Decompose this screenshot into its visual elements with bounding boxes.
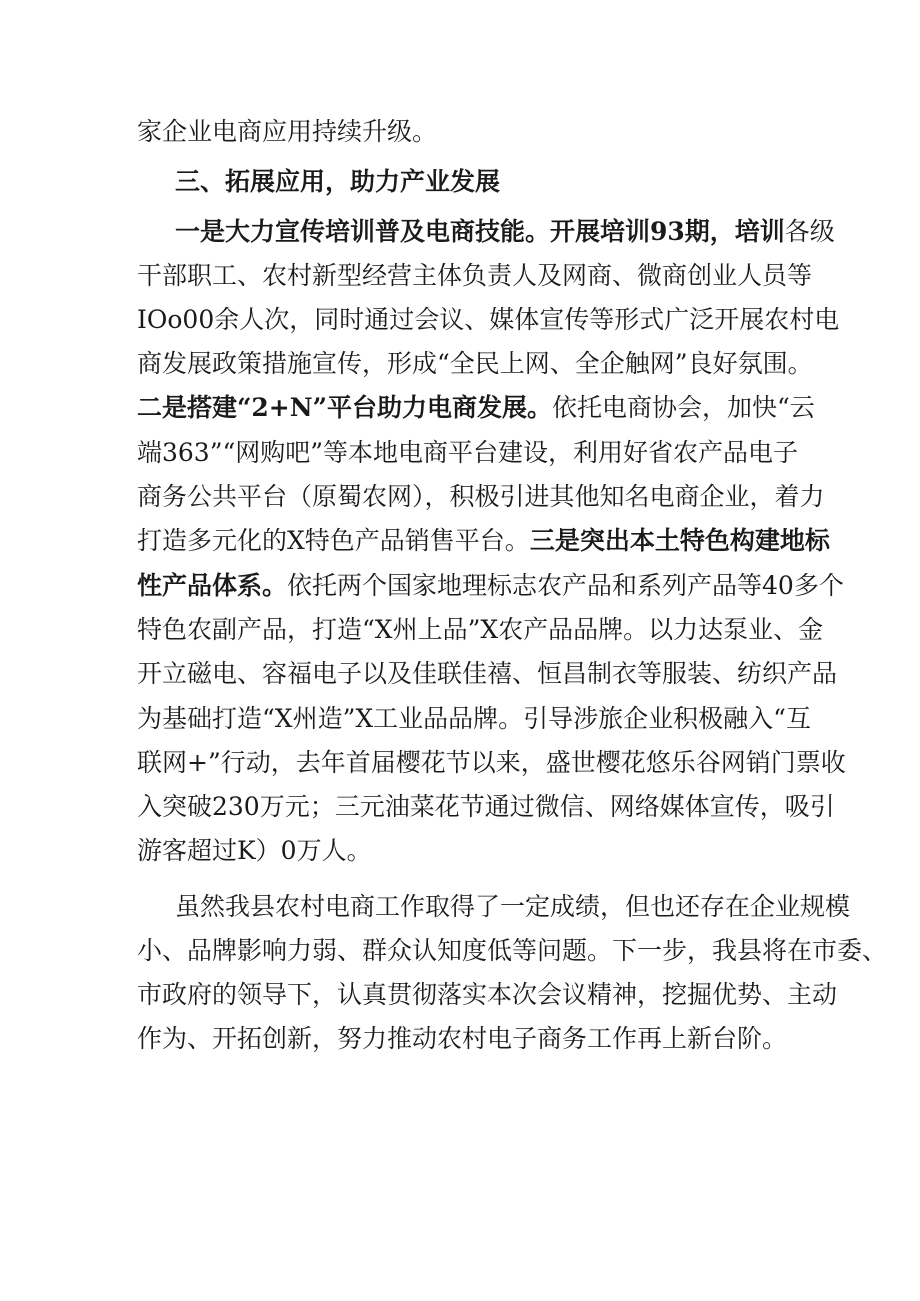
text-line (137, 300, 840, 340)
bold-text-run: 二是搭建“2+N”平台助力电商发展。 (137, 393, 552, 422)
text-line (137, 610, 824, 650)
text-line (137, 743, 846, 783)
text-run: 虽然我县农村电商工作取得了一定成绩，但也还存在企业规模 (175, 892, 851, 921)
bold-text-run: 性产品体系。 (137, 571, 288, 600)
text-run: IOo00余人次，同时通过会议、媒体宣传等形式广泛开展农村电 (137, 305, 840, 334)
text-line (137, 388, 815, 428)
text-line (137, 887, 851, 927)
text-line (137, 787, 835, 827)
text-line (137, 344, 813, 384)
text-run: 打造多元化的X特色产品销售平台。 (137, 526, 530, 555)
text-line (137, 112, 793, 152)
text-run: 依托两个国家地理标志农产品和系列产品等40多个 (287, 571, 844, 600)
text-run: 开立磁电、容福电子以及佳联佳禧、恒昌制衣等服装、纺织产品 (137, 659, 838, 688)
text-line (137, 931, 888, 971)
text-run: 游客超过K）0万人。 (137, 836, 372, 865)
text-run: 为基础打造“X州造”X工业品品牌。引导涉旅企业积极融入“互 (137, 704, 811, 733)
text-line (137, 566, 844, 606)
text-run: 家企业电商应用持续升级。 (137, 117, 438, 146)
text-run: 联网+”行动，去年首届樱花节以来，盛世樱花悠乐谷网销门票收 (137, 748, 846, 777)
text-line (137, 477, 825, 517)
bold-text-run: 三是突出本土特色构建地标 (529, 526, 830, 555)
bold-text-run: 三、拓展应用，助力产业发展 (175, 167, 501, 196)
text-run: 依托电商协会，加快“云 (551, 393, 815, 422)
text-run: 干部职工、农村新型经营主体负责人及网商、微商创业人员等 (137, 261, 813, 290)
text-line (137, 433, 799, 473)
text-line (137, 975, 838, 1015)
text-run: 作为、开拓创新，努力推动农村电子商务工作再上新台阶。 (137, 1024, 788, 1053)
text-run: 入突破230万元；三元油菜花节通过微信、网络媒体宣传，吸引 (137, 792, 835, 821)
text-line (137, 831, 793, 871)
text-line (137, 256, 813, 296)
text-run: 小、品牌影响力弱、群众认知度低等问题。下一步，我县将在市委、 (137, 936, 888, 965)
text-run: 特色农副产品，打造“X州上品”X农产品品牌。以力达泵业、金 (137, 615, 824, 644)
text-line (137, 521, 830, 561)
text-run: 市政府的领导下，认真贯彻落实本次会议精神，挖掘优势、主动 (137, 980, 838, 1009)
text-line (137, 654, 838, 694)
text-line (137, 212, 835, 252)
text-line (137, 699, 811, 739)
text-run: 商务公共平台（原蜀农网），积极引进其他知名电商企业，着力 (137, 482, 825, 511)
text-line (137, 162, 793, 202)
text-run: 各级 (784, 217, 835, 246)
bold-text-run: 一是大力宣传培训普及电商技能。开展培训93期，培训 (175, 217, 785, 246)
text-run: 端363”“网购吧”等本地电商平台建设，利用好省农产品电子 (137, 438, 799, 467)
text-line (137, 1019, 793, 1059)
text-run: 商发展政策措施宣传，形成“全民上网、全企触网”良好氛围。 (137, 349, 813, 378)
